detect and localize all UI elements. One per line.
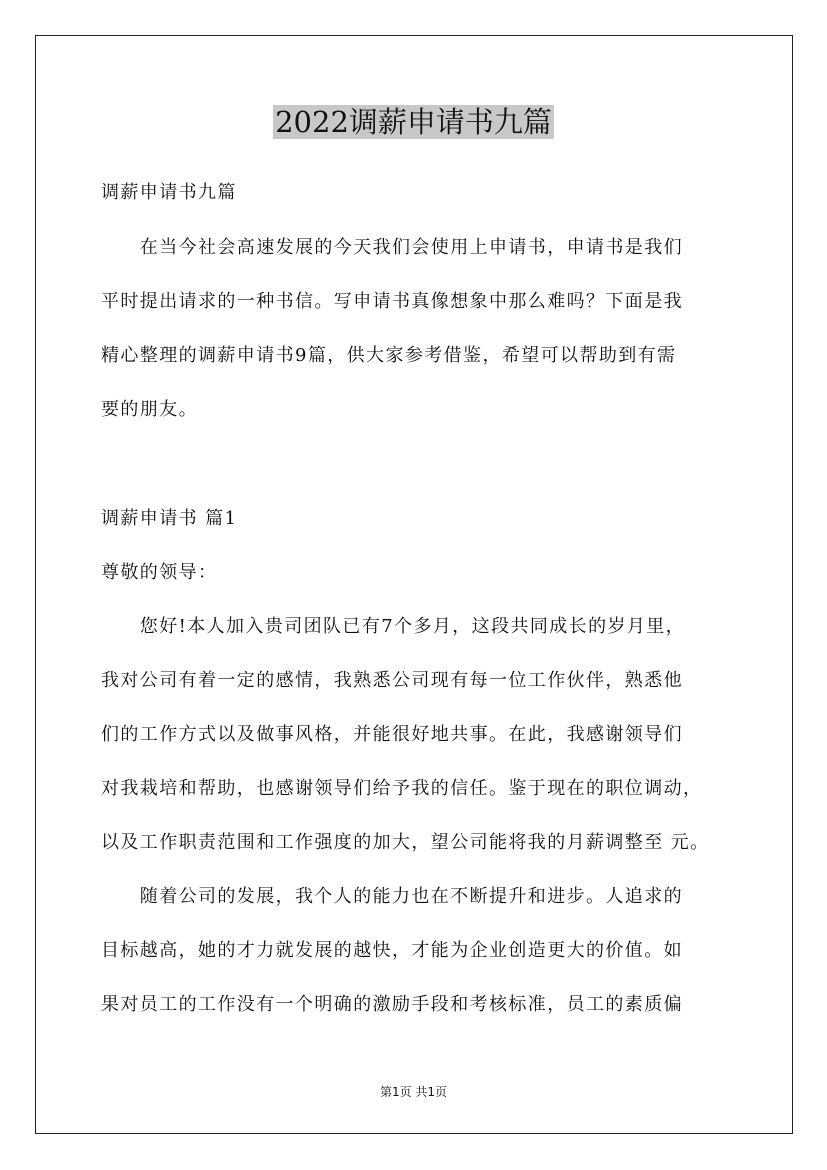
paragraph-line: 对我栽培和帮助，也感谢领导们给予我的信任。鉴于现在的职位调动，	[101, 778, 703, 799]
intro-line-2: 平时提出请求的一种书信。写申请书真像想象中那么难吗？下面是我	[101, 291, 683, 312]
page-footer: 第1页 共1页	[379, 1085, 448, 1099]
intro-line-3: 精心整理的调薪申请书9篇，供大家参考借鉴，希望可以帮助到有需	[101, 345, 677, 366]
paragraph-line: 随着公司的发展，我个人的能力也在不断提升和进步。人追求的	[101, 886, 683, 907]
intro-line-1: 在当今社会高速发展的今天我们会使用上申请书，申请书是我们	[101, 237, 683, 258]
paragraph-line: 们的工作方式以及做事风格，并能很好地共事。在此，我感谢领导们	[101, 724, 683, 745]
paragraph-line: 目标越高，她的才力就发展的越快，才能为企业创造更大的价值。如	[101, 940, 683, 961]
subtitle-line: 调薪申请书九篇	[101, 182, 237, 203]
paragraph-line: 果对员工的工作没有一个明确的激励手段和考核标准，员工的素质偏	[101, 994, 683, 1015]
paragraph-line: 以及工作职责范围和工作强度的加大，望公司能将我的月薪调整至 元。	[101, 832, 710, 853]
document-title-text: 2022调薪申请书九篇	[275, 105, 552, 139]
paragraph-line: 您好!本人加入贵司团队已有7个多月，这段共同成长的岁月里，	[101, 616, 686, 637]
section-heading: 调薪申请书 篇1	[101, 508, 238, 529]
paragraph-line: 我对公司有着一定的感情，我熟悉公司现有每一位工作伙伴，熟悉他	[101, 670, 683, 691]
salutation: 尊敬的领导：	[101, 562, 218, 583]
document-title	[0, 100, 827, 144]
intro-line-4: 要的朋友。	[101, 399, 198, 420]
